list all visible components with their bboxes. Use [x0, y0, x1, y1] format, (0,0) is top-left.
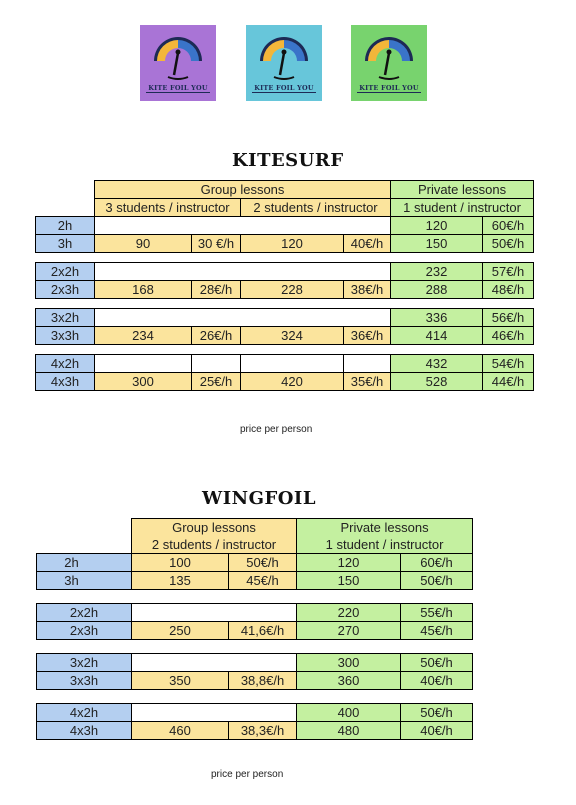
private-hourly-rate: 57€/h [483, 263, 534, 281]
empty-group-cell [95, 263, 391, 281]
group-3-hourly-rate: 30 €/h [192, 235, 241, 253]
empty-group-cell [95, 217, 391, 235]
group-hourly-rate: 41,6€/h [229, 622, 297, 640]
logo-cyan [246, 25, 322, 101]
table-row [37, 672, 473, 690]
private-price: 150 [391, 235, 483, 253]
duration-label: 3h [37, 572, 132, 590]
duration-label: 2x2h [37, 604, 132, 622]
private-price: 336 [391, 309, 483, 327]
duration-label: 4x2h [37, 704, 132, 722]
kitesurf-private-subheader: 1 student / instructor [391, 199, 534, 217]
duration-label: 3x3h [36, 327, 95, 345]
table-row [37, 554, 473, 572]
table-row [37, 654, 473, 672]
logo-purple [140, 25, 216, 101]
wingfoil-price-note: price per person [211, 769, 284, 780]
private-price: 400 [297, 704, 401, 722]
empty-cell [192, 355, 241, 373]
private-hourly-rate: 46€/h [483, 327, 534, 345]
private-hourly-rate: 56€/h [483, 309, 534, 327]
duration-label: 2h [37, 554, 132, 572]
empty-group-cell [132, 704, 297, 722]
kitesurf-group-header: Group lessons [95, 181, 391, 199]
private-price: 150 [297, 572, 401, 590]
table-row [37, 722, 473, 740]
group-hourly-rate: 38,3€/h [229, 722, 297, 740]
wingfoil-group-header: Group lessons [132, 519, 297, 537]
logo-brand-text: KITE FOIL YOU [359, 84, 419, 92]
private-hourly-rate: 48€/h [483, 281, 534, 299]
wingfoil-private-header: Private lessons [297, 519, 473, 537]
group-3-hourly-rate: 25€/h [192, 373, 241, 391]
empty-cell [241, 355, 344, 373]
private-price: 300 [297, 654, 401, 672]
kitesurf-price-note: price per person [240, 424, 313, 435]
group-price: 350 [132, 672, 229, 690]
wingfoil-title: WINGFOIL [202, 488, 316, 509]
private-price: 432 [391, 355, 483, 373]
kitesurf-subheader-row [36, 199, 534, 217]
table-row [36, 373, 534, 391]
kitesurf-group-3-subheader: 3 students / instructor [95, 199, 241, 217]
duration-label: 2x3h [37, 622, 132, 640]
duration-label: 3x3h [37, 672, 132, 690]
private-hourly-rate: 60€/h [401, 554, 473, 572]
private-price: 360 [297, 672, 401, 690]
group-2-price: 228 [241, 281, 344, 299]
group-price: 460 [132, 722, 229, 740]
group-price: 135 [132, 572, 229, 590]
table-row [37, 572, 473, 590]
kitesurf-price-table [35, 180, 534, 391]
group-3-price: 168 [95, 281, 192, 299]
group-2-price: 120 [241, 235, 344, 253]
private-price: 414 [391, 327, 483, 345]
wingfoil-price-table [36, 518, 473, 740]
duration-label: 4x3h [37, 722, 132, 740]
duration-label: 2x3h [36, 281, 95, 299]
duration-label: 3x2h [37, 654, 132, 672]
group-3-hourly-rate: 28€/h [192, 281, 241, 299]
table-row [36, 327, 534, 345]
group-2-hourly-rate: 38€/h [344, 281, 391, 299]
private-hourly-rate: 50€/h [401, 654, 473, 672]
private-hourly-rate: 54€/h [483, 355, 534, 373]
private-price: 528 [391, 373, 483, 391]
kite-foil-you-logo-icon [359, 31, 419, 83]
group-hourly-rate: 45€/h [229, 572, 297, 590]
private-hourly-rate: 50€/h [401, 704, 473, 722]
private-hourly-rate: 55€/h [401, 604, 473, 622]
private-hourly-rate: 40€/h [401, 722, 473, 740]
table-row [36, 235, 534, 253]
private-price: 120 [391, 217, 483, 235]
group-2-hourly-rate: 35€/h [344, 373, 391, 391]
group-price: 100 [132, 554, 229, 572]
private-hourly-rate: 50€/h [401, 572, 473, 590]
group-hourly-rate: 38,8€/h [229, 672, 297, 690]
private-hourly-rate: 50€/h [483, 235, 534, 253]
group-2-hourly-rate: 40€/h [344, 235, 391, 253]
group-3-price: 234 [95, 327, 192, 345]
private-price: 480 [297, 722, 401, 740]
group-2-price: 324 [241, 327, 344, 345]
group-3-price: 300 [95, 373, 192, 391]
group-3-price: 90 [95, 235, 192, 253]
private-price: 270 [297, 622, 401, 640]
wingfoil-header-row [37, 519, 473, 537]
duration-label: 3h [36, 235, 95, 253]
private-hourly-rate: 44€/h [483, 373, 534, 391]
kite-foil-you-logo-icon [254, 31, 314, 83]
group-2-price: 420 [241, 373, 344, 391]
private-price: 232 [391, 263, 483, 281]
private-hourly-rate: 40€/h [401, 672, 473, 690]
duration-label: 3x2h [36, 309, 95, 327]
private-hourly-rate: 60€/h [483, 217, 534, 235]
group-2-hourly-rate: 36€/h [344, 327, 391, 345]
wingfoil-private-subheader: 1 student / instructor [297, 536, 473, 554]
empty-group-cell [132, 604, 297, 622]
duration-label: 4x3h [36, 373, 95, 391]
empty-group-cell [132, 654, 297, 672]
empty-group-cell [95, 309, 391, 327]
group-3-hourly-rate: 26€/h [192, 327, 241, 345]
wingfoil-subheader-row [37, 536, 473, 554]
empty-cell [344, 355, 391, 373]
duration-label: 2h [36, 217, 95, 235]
table-row [37, 704, 473, 722]
kitesurf-header-row [36, 181, 534, 199]
kitesurf-private-header: Private lessons [391, 181, 534, 199]
group-hourly-rate: 50€/h [229, 554, 297, 572]
kitesurf-title: KITESURF [232, 150, 344, 171]
duration-label: 2x2h [36, 263, 95, 281]
private-hourly-rate: 45€/h [401, 622, 473, 640]
logo-green [351, 25, 427, 101]
private-price: 120 [297, 554, 401, 572]
logo-brand-text: KITE FOIL YOU [254, 84, 314, 92]
kite-foil-you-logo-icon [148, 31, 208, 83]
table-row [36, 217, 534, 235]
logo-brand-text: KITE FOIL YOU [148, 84, 208, 92]
private-price: 220 [297, 604, 401, 622]
table-row [36, 281, 534, 299]
wingfoil-group-subheader: 2 students / instructor [132, 536, 297, 554]
private-price: 288 [391, 281, 483, 299]
table-row [36, 263, 534, 281]
table-row [37, 622, 473, 640]
group-price: 250 [132, 622, 229, 640]
table-row [36, 309, 534, 327]
duration-label: 4x2h [36, 355, 95, 373]
kitesurf-group-2-subheader: 2 students / instructor [241, 199, 391, 217]
empty-cell [95, 355, 192, 373]
table-row [37, 604, 473, 622]
table-row [36, 355, 534, 373]
